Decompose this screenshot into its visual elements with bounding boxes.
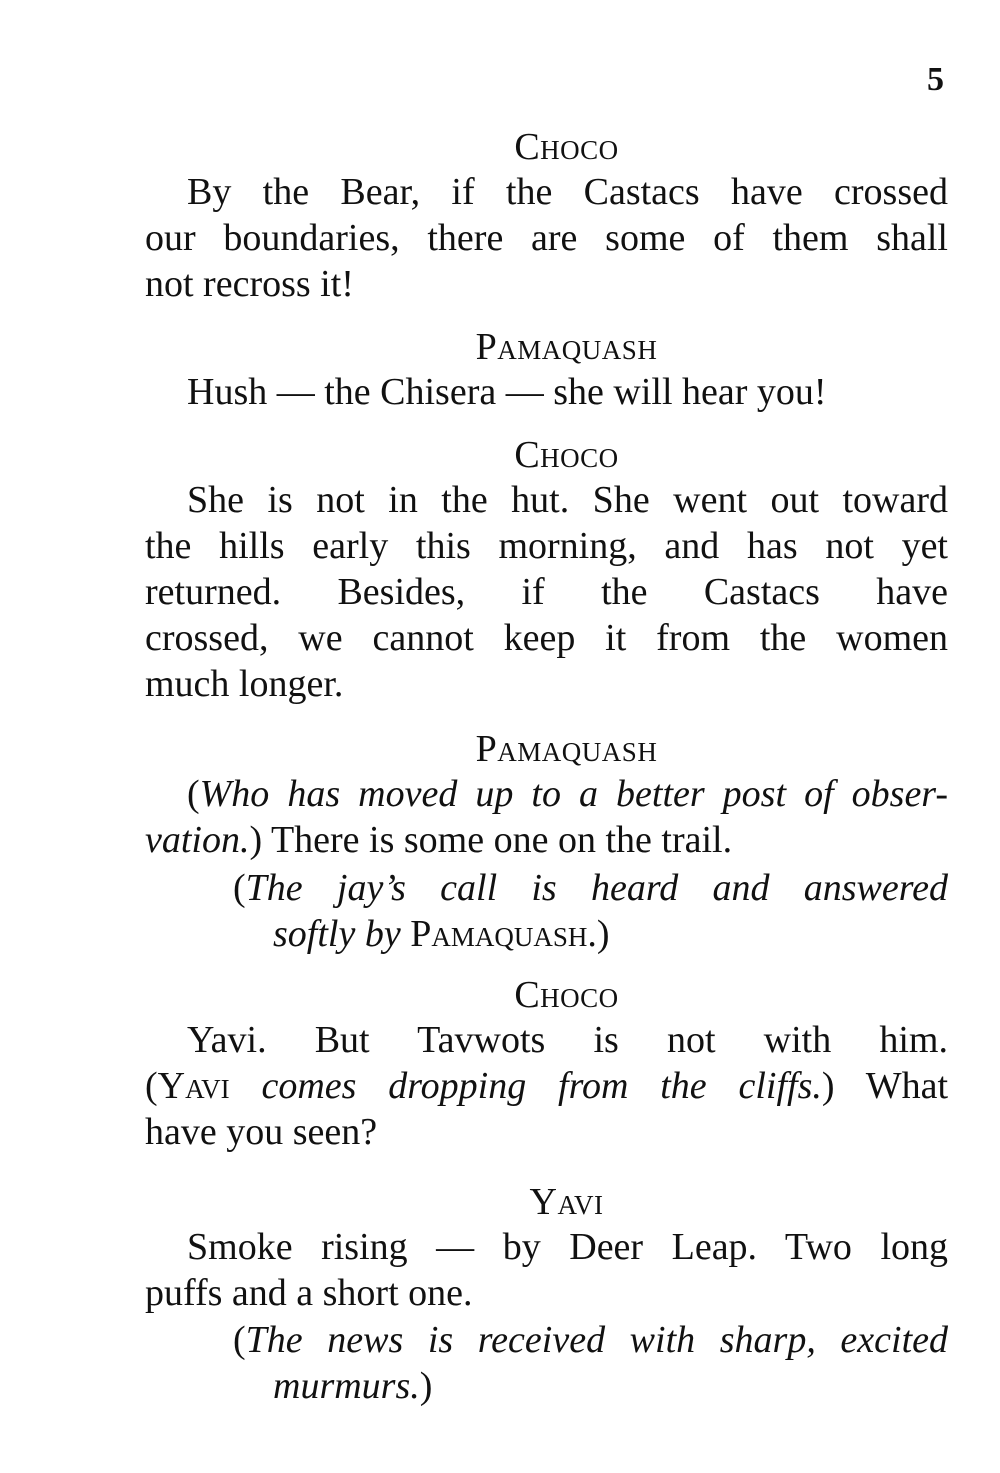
stage-direction: softly by	[273, 913, 401, 955]
stage-line: (The jay’s call is heard and answered	[233, 867, 948, 909]
character-name: Yavi	[157, 1065, 230, 1107]
speech-text: There is some one on the trail.	[270, 819, 733, 861]
speech-block-yavi	[145, 1180, 948, 1316]
speech-line: Yavi. But Tavwots is not with him.	[187, 1019, 948, 1061]
speech-line: She is not in the hut. She went out toward	[187, 479, 948, 521]
stage-direction: Who has moved up to a better post of obser-	[199, 773, 948, 815]
stage-line: murmurs.)	[273, 1365, 433, 1407]
speech-line: returned. Besides, if the Castacs have	[145, 571, 948, 613]
speaker-name: Choco	[514, 126, 619, 168]
speaker-name: Pamaquash	[475, 326, 658, 368]
speaker-name: Choco	[514, 974, 619, 1016]
stage-direction-block	[233, 865, 948, 957]
speech-block-pamaquash-2	[145, 727, 948, 863]
speech-block-pamaquash-1	[145, 325, 948, 415]
speech-line: By the Bear, if the Castacs have crossed	[187, 171, 948, 213]
speech-text: What	[865, 1065, 949, 1107]
stage-direction-block	[233, 1317, 948, 1409]
stage-line: softly by Pamaquash.)	[273, 913, 610, 955]
speech-line: crossed, we cannot keep it from the women	[145, 617, 948, 659]
stage-direction: The jay’s call is heard and answered	[245, 867, 948, 909]
speech-line: (Yavi comes dropping from the cliffs.) What	[145, 1065, 949, 1107]
speech-line: puffs and a short one.	[145, 1272, 473, 1314]
speech-line: vation.) There is some one on the trail.	[145, 819, 733, 861]
speech-block-choco-2	[145, 433, 948, 707]
stage-direction: murmurs.	[273, 1365, 420, 1407]
speaker-name: Pamaquash	[475, 728, 658, 770]
speech-line: have you seen?	[145, 1111, 378, 1153]
speaker-name: Choco	[514, 434, 619, 476]
stage-direction: comes dropping from the cliffs.	[261, 1065, 822, 1107]
page-number: 5	[927, 61, 944, 98]
book-page	[145, 55, 948, 1455]
speech-line: the hills early this morning, and has not yet	[145, 525, 948, 567]
speech-line: not recross it!	[145, 263, 354, 305]
stage-line: (The news is received with sharp, excited	[233, 1319, 948, 1361]
speaker-name: Yavi	[529, 1181, 604, 1223]
character-name: Pamaquash.	[410, 913, 597, 955]
speech-block-choco-1	[145, 125, 948, 307]
speech-line: Hush — the Chisera — she will hear you!	[187, 371, 827, 413]
stage-direction: The news is received with sharp, excited	[245, 1319, 948, 1361]
stage-direction: vation.	[145, 819, 250, 861]
speech-line: Smoke rising — by Deer Leap. Two long	[187, 1226, 948, 1268]
speech-line: much longer.	[145, 663, 344, 705]
speech-line: (Who has moved up to a better post of obser-	[187, 773, 948, 815]
speech-block-choco-3	[145, 973, 948, 1155]
speech-line: our boundaries, there are some of them shall	[145, 217, 948, 259]
